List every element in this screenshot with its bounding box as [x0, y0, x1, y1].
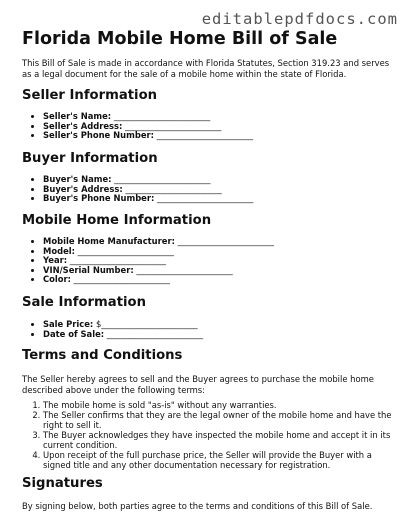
terms-heading: Terms and Conditions [22, 348, 183, 363]
term-item: 3. The Buyer acknowledges they have inspected the mobile home and accept it in its current condition. [43, 430, 395, 450]
terms-intro: The Seller hereby agrees to sell and the Buyer agrees to purchase the mobile home described above under the following terms: [22, 374, 374, 395]
seller-fields [22, 112, 253, 141]
term-item: 1. The mobile home is sold "as-is" without any warranties. [43, 400, 395, 410]
buyer-heading: Buyer Information [22, 151, 158, 166]
buyer-fields [22, 175, 253, 204]
seller-phone-field: • Seller's Phone Number: _______________________ [43, 131, 253, 141]
model-field: • Model: _______________________ [43, 247, 274, 257]
watermark: editablepdfdocs.com [201, 10, 398, 28]
sale-heading: Sale Information [22, 295, 146, 310]
signatures-heading: Signatures [22, 476, 103, 491]
sale-date-field: • Date of Sale: _______________________ [43, 330, 203, 340]
mobile-home-fields [22, 237, 274, 285]
manufacturer-field: • Mobile Home Manufacturer: _______________________ [43, 237, 274, 247]
buyer-address-field: • Buyer's Address: _______________________ [43, 185, 253, 195]
seller-heading: Seller Information [22, 88, 158, 103]
vin-field: • VIN/Serial Number: _______________________ [43, 266, 274, 276]
signatures-text: By signing below, both parties agree to the terms and conditions of this Bill of Sale. [22, 501, 373, 511]
terms-list [22, 400, 395, 470]
document-title: Florida Mobile Home Bill of Sale [22, 29, 338, 49]
term-item: 2. The Seller confirms that they are the legal owner of the mobile home and have the right to sell it. [43, 410, 395, 430]
sale-fields [22, 320, 203, 339]
color-field: • Color: _______________________ [43, 275, 274, 285]
seller-name-field: • Seller's Name: _______________________ [43, 112, 253, 122]
seller-address-field: • Seller's Address: _______________________ [43, 122, 253, 132]
buyer-name-field: • Buyer's Name: _______________________ [43, 175, 253, 185]
intro-paragraph: This Bill of Sale is made in accordance with Florida Statutes, Section 319.23 and serves as a legal document for the sale of a mobile home within the state of Florida. [22, 58, 390, 79]
year-field: • Year: _______________________ [43, 256, 274, 266]
term-item: 4. Upon receipt of the full purchase price, the Seller will provide the Buyer with a signed title and any other documentation necessary for registration. [43, 450, 395, 470]
mobile-home-heading: Mobile Home Information [22, 213, 212, 228]
sale-price-field: • Sale Price: $_______________________ [43, 320, 203, 330]
buyer-phone-field: • Buyer's Phone Number: _______________________ [43, 194, 253, 204]
